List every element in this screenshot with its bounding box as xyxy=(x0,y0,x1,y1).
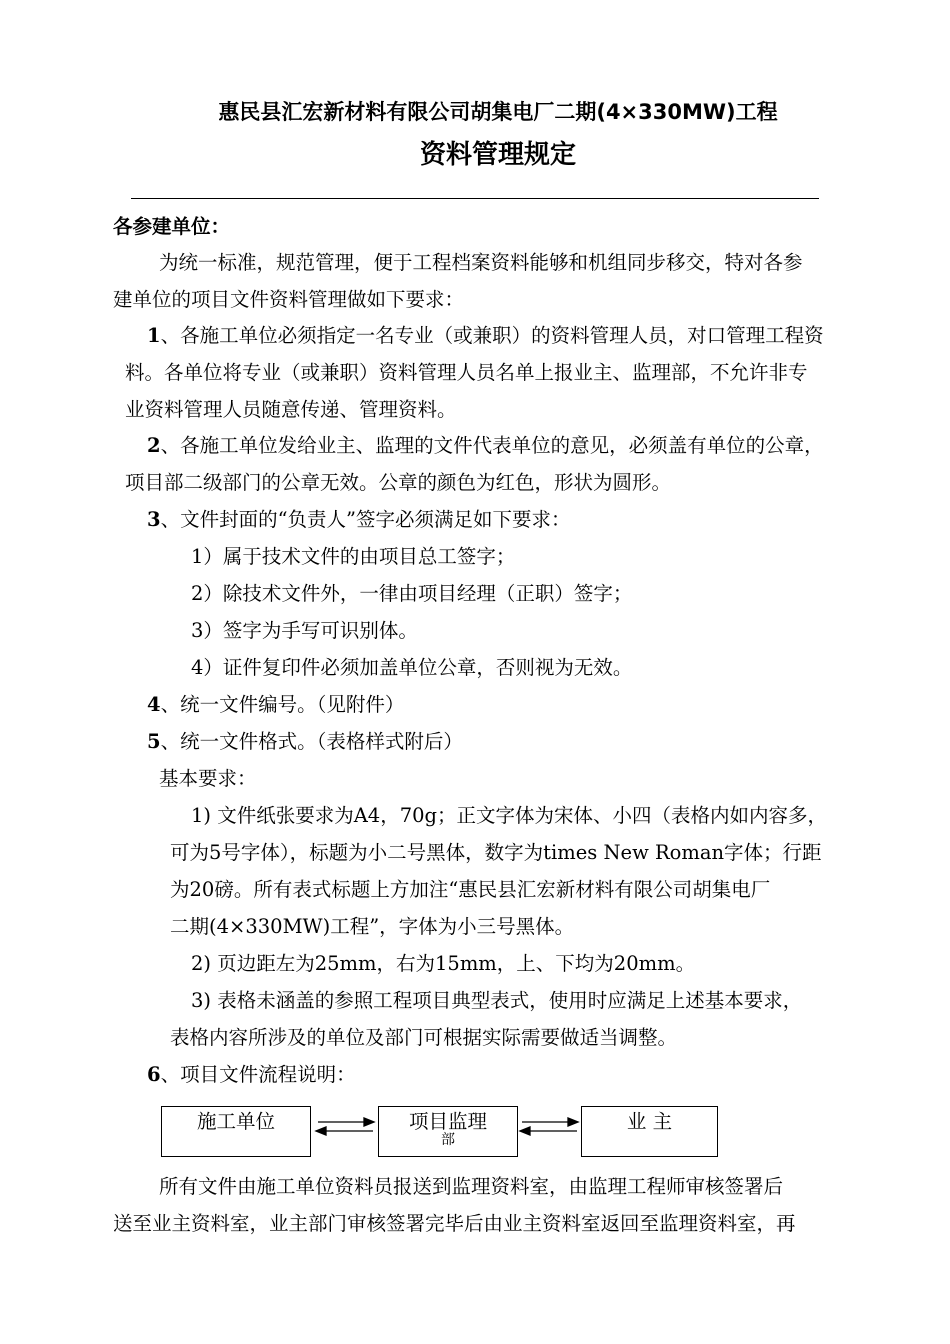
item3-line xyxy=(147,504,571,532)
flow-box-supervision xyxy=(378,1106,518,1157)
title-divider xyxy=(131,198,819,199)
item3-number: 3 xyxy=(147,508,161,531)
document-subtitle: 资料管理规定 xyxy=(419,140,576,170)
item6-number: 6 xyxy=(147,1063,161,1086)
item2-text: 、各施工单位发给业主、监理的文件代表单位的意见，必须盖有单位的公章， xyxy=(160,434,824,457)
arrow-left-2-icon xyxy=(520,1127,577,1135)
flow-box-supervision-label: 项目监理 xyxy=(408,1110,487,1133)
item1-line-3: 业资料管理人员随意传递、管理资料。 xyxy=(125,398,457,421)
arrow-left-1-icon xyxy=(316,1127,373,1135)
item3-text: 、文件封面的“负责人”签字必须满足如下要求： xyxy=(160,508,571,531)
flow-box-construction-unit xyxy=(161,1106,311,1157)
item1-line-2: 料。各单位将专业（或兼职）资料管理人员名单上报业主、监理部，不允许非专 xyxy=(125,361,808,384)
req3-line-1: 3) 表格未涵盖的参照工程项目典型表式，使用时应满足上述基本要求， xyxy=(191,989,803,1012)
arrow-right-2-icon xyxy=(522,1118,578,1126)
item2-line-1 xyxy=(147,430,824,458)
item5-text: 、统一文件格式。（表格样式附后） xyxy=(160,730,463,753)
req3-line-2: 表格内容所涉及的单位及部门可根据实际需要做适当调整。 xyxy=(170,1026,678,1049)
item4-text: 、统一文件编号。（见附件） xyxy=(160,693,405,716)
item4-line xyxy=(147,689,404,717)
item4-number: 4 xyxy=(147,693,161,716)
item5-number: 5 xyxy=(147,730,161,753)
req1-line-2: 可为5号字体），标题为小二号黑体，数字为times New Roman字体；行距 xyxy=(170,841,822,864)
document-title: 惠民县汇宏新材料有限公司胡集电厂二期(4×330MW)工程 xyxy=(218,100,778,124)
item3-sub-1: 1）属于技术文件的由项目总工签字； xyxy=(191,545,516,568)
item1-line-1 xyxy=(147,320,824,348)
arrow-right-1-icon xyxy=(318,1118,374,1126)
req1-line-1: 1) 文件纸张要求为A4，70g；正文字体为宋体、小四（表格内如内容多， xyxy=(191,804,827,827)
item5-line xyxy=(147,726,463,754)
item6-line xyxy=(147,1059,356,1087)
item1-text: 、各施工单位必须指定一名专业（或兼职）的资料管理人员，对口管理工程资 xyxy=(160,324,824,347)
item3-sub-4: 4）证件复印件必须加盖单位公章，否则视为无效。 xyxy=(191,656,633,679)
closing-line-1: 所有文件由施工单位资料员报送到监理资料室，由监理工程师审核签署后 xyxy=(159,1175,784,1198)
flow-box-owner xyxy=(581,1106,718,1157)
flow-box-owner-label: 业 主 xyxy=(626,1110,673,1133)
intro-line-1: 为统一标准，规范管理，便于工程档案资料能够和机组同步移交，特对各参 xyxy=(159,251,803,274)
item6-text: 、项目文件流程说明： xyxy=(160,1063,356,1086)
req2-line: 2) 页边距左为25mm，右为15mm，上、下均为20mm。 xyxy=(191,952,696,975)
item2-number: 2 xyxy=(147,434,161,457)
closing-line-2: 送至业主资料室，业主部门审核签署完毕后由业主资料室返回至监理资料室，再 xyxy=(113,1212,796,1235)
item3-sub-3: 3）签字为手写可识别体。 xyxy=(191,619,418,642)
flow-box-supervision-sub: 部 xyxy=(441,1132,455,1148)
item3-sub-2: 2）除技术文件外，一律由项目经理（正职）签字； xyxy=(191,582,633,605)
req1-line-3: 为20磅。所有表式标题上方加注“惠民县汇宏新材料有限公司胡集电厂 xyxy=(170,878,771,901)
item1-number: 1 xyxy=(147,324,161,347)
basic-requirements-label: 基本要求： xyxy=(159,767,257,790)
item2-line-2: 项目部二级部门的公章无效。公章的颜色为红色，形状为圆形。 xyxy=(125,471,672,494)
flow-box-construction-unit-label: 施工单位 xyxy=(196,1110,275,1133)
req1-line-4: 二期(4×330MW)工程”，字体为小三号黑体。 xyxy=(170,915,575,938)
salutation: 各参建单位： xyxy=(113,215,231,238)
intro-line-2: 建单位的项目文件资料管理做如下要求： xyxy=(113,288,465,311)
